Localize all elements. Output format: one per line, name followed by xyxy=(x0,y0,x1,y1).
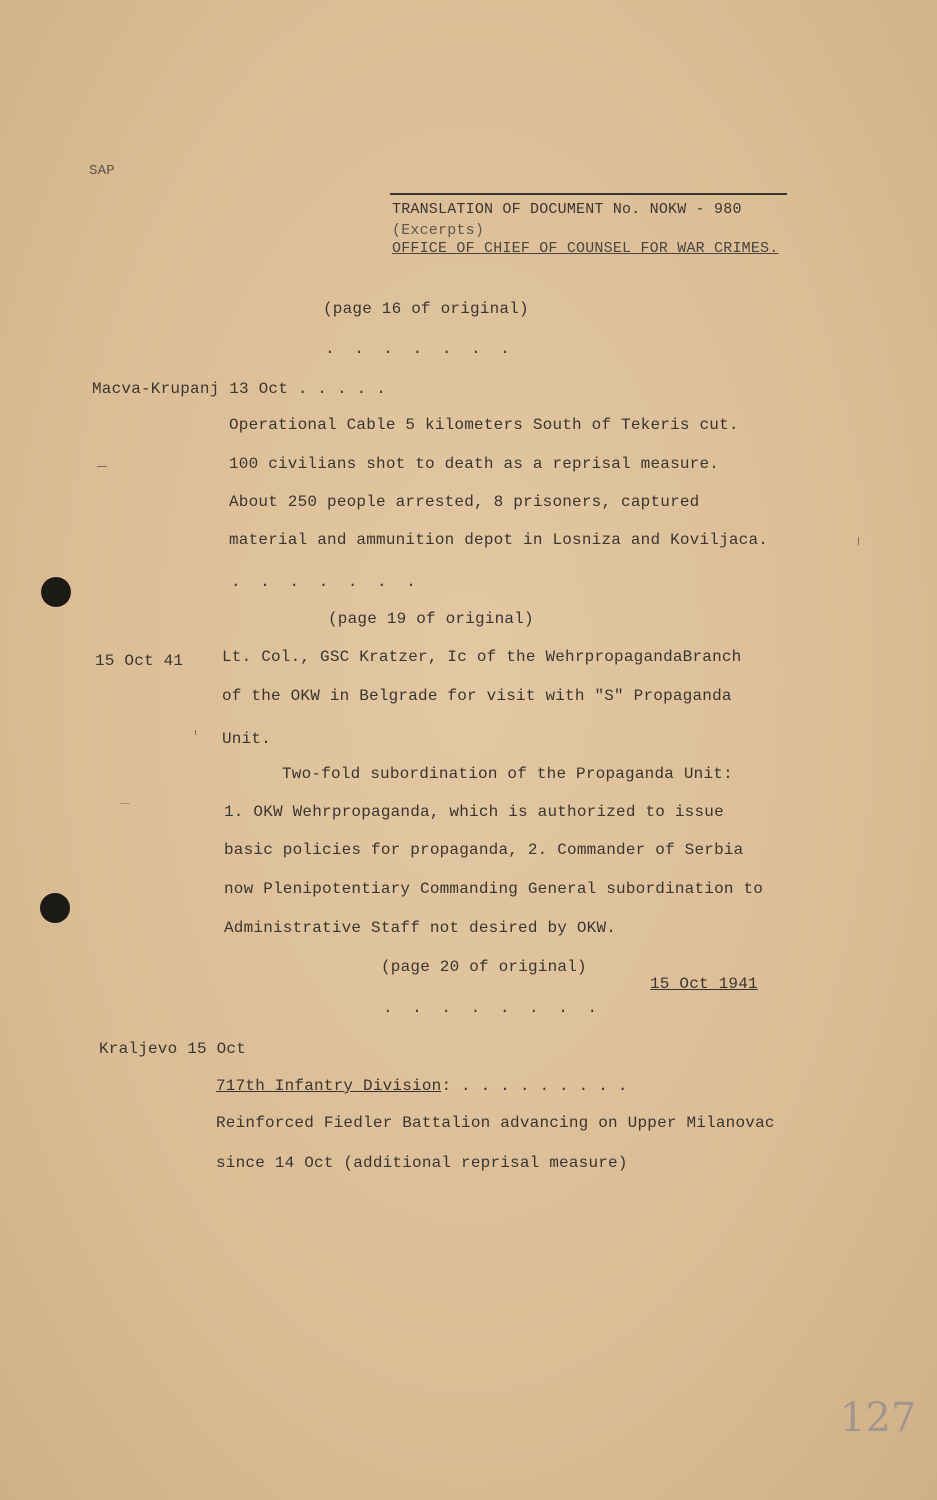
punch-hole-bottom xyxy=(40,893,70,923)
page-number-handwritten: 127 xyxy=(840,1395,917,1441)
oct15-line-1: Lt. Col., GSC Kratzer, Ic of the WehrpropagandaBranch xyxy=(222,648,742,666)
page-ref-20: (page 20 of original) xyxy=(381,958,587,976)
subordination-line-2: 1. OKW Wehrpropaganda, which is authorized to issue xyxy=(224,803,724,821)
macva-label: Macva-Krupanj 13 Oct . . . . . xyxy=(92,380,387,398)
margin-tick-3 xyxy=(195,730,196,735)
margin-tick-1 xyxy=(97,466,107,467)
division-line xyxy=(216,1077,628,1095)
page-ref-19: (page 19 of original) xyxy=(328,610,534,628)
subordination-line-4: now Plenipotentiary Commanding General subordination to xyxy=(224,880,764,898)
oct15-line-2: of the OKW in Belgrade for visit with "S" Propaganda xyxy=(222,687,732,705)
subordination-line-1: Two-fold subordination of the Propaganda Unit: xyxy=(282,765,733,783)
margin-tick-2 xyxy=(858,537,859,545)
macva-line-1: Operational Cable 5 kilometers South of Tekeris cut. xyxy=(229,416,739,434)
kraljevo-line-1: Reinforced Fiedler Battalion advancing on Upper Milanovac xyxy=(216,1114,775,1132)
ellipsis-2: . . . . . . . xyxy=(231,573,421,591)
header-top-rule xyxy=(390,193,787,195)
page-ref-16: (page 16 of original) xyxy=(323,300,529,318)
header-office: OFFICE OF CHIEF OF COUNSEL FOR WAR CRIMES. xyxy=(392,240,779,257)
margin-tick-4 xyxy=(120,803,130,804)
kraljevo-line-2: since 14 Oct (additional reprisal measure) xyxy=(216,1154,628,1172)
ellipsis-3: . . . . . . . . xyxy=(383,999,603,1017)
subordination-line-5: Administrative Staff not desired by OKW. xyxy=(224,919,617,937)
punch-hole-top xyxy=(41,577,71,607)
header-subtitle: (Excerpts) xyxy=(392,222,485,239)
macva-line-4: material and ammunition depot in Losniza and Koviljaca. xyxy=(229,531,769,549)
ellipsis-1: . . . . . . . xyxy=(325,340,515,358)
date-right: 15 Oct 1941 xyxy=(650,975,758,993)
kraljevo-label: Kraljevo 15 Oct xyxy=(99,1040,247,1058)
oct15-label: 15 Oct 41 xyxy=(95,652,184,670)
macva-line-3: About 250 people arrested, 8 prisoners, captured xyxy=(229,493,700,511)
initials: SAP xyxy=(89,163,115,179)
oct15-line-3: Unit. xyxy=(222,730,272,748)
macva-line-2: 100 civilians shot to death as a reprisal measure. xyxy=(229,455,720,473)
subordination-line-3: basic policies for propaganda, 2. Commander of Serbia xyxy=(224,841,744,859)
division-name: 717th Infantry Division xyxy=(216,1077,442,1095)
division-tail: : . . . . . . . . . xyxy=(441,1077,628,1095)
header-title: TRANSLATION OF DOCUMENT No. NOKW - 980 xyxy=(392,201,742,218)
